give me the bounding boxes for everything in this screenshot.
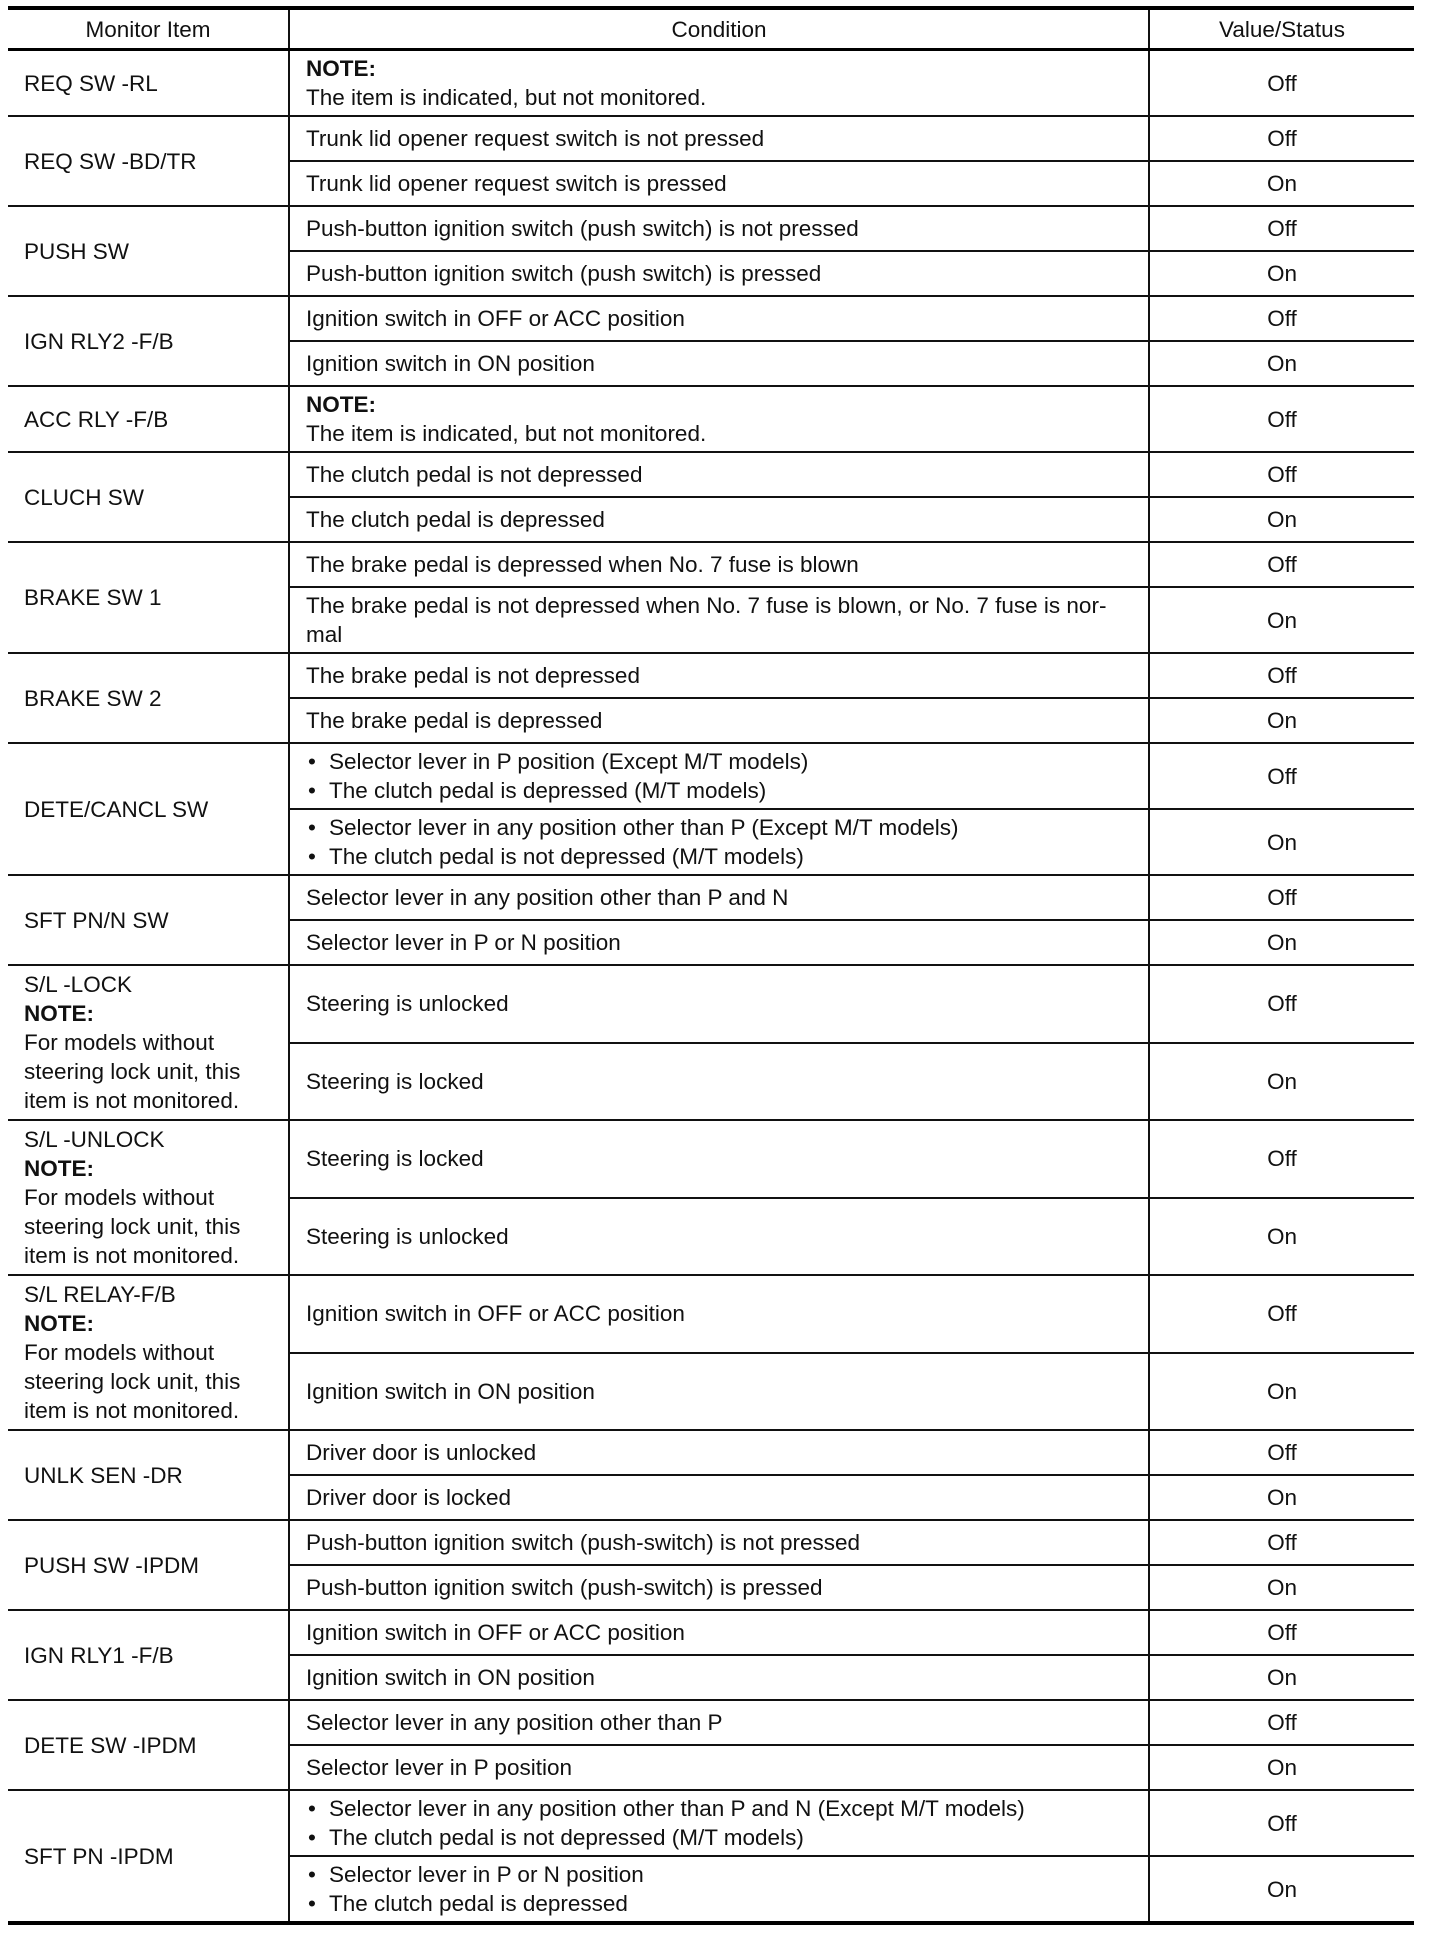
monitor-item-cell: SFT PN/N SW <box>8 875 289 965</box>
table-row <box>8 1520 1414 1565</box>
value-cell: On <box>1149 341 1414 386</box>
value-cell: On <box>1149 1198 1414 1276</box>
monitor-item-cell: DETE SW -IPDM <box>8 1700 289 1790</box>
header-condition: Condition <box>289 8 1149 50</box>
condition-cell: The brake pedal is not depressed <box>289 653 1149 698</box>
table-row <box>8 1700 1414 1745</box>
value-cell: On <box>1149 1043 1414 1121</box>
value-cell: On <box>1149 587 1414 653</box>
bullet-item: • The clutch pedal is not depressed (M/T models) <box>306 842 1132 871</box>
monitor-item-cell: IGN RLY2 -F/B <box>8 296 289 386</box>
bullet-item: • The clutch pedal is not depressed (M/T models) <box>306 1823 1132 1852</box>
condition-cell: Ignition switch in OFF or ACC position <box>289 1610 1149 1655</box>
note-text: For models without steering lock unit, this item is not monitored. <box>24 1185 241 1268</box>
table-row <box>8 1120 1414 1198</box>
value-cell: Off <box>1149 386 1414 452</box>
condition-cell <box>289 809 1149 875</box>
table-row <box>8 542 1414 587</box>
value-cell: On <box>1149 1565 1414 1610</box>
bullet-item: • Selector lever in any position other than P (Except M/T models) <box>306 813 1132 842</box>
condition-text: The item is indicated, but not monitored. <box>306 85 707 110</box>
monitor-item-cell <box>8 965 289 1120</box>
condition-cell <box>289 1790 1149 1856</box>
monitor-item-name: S/L RELAY-F/B <box>24 1282 176 1307</box>
bullet-list <box>306 747 1132 805</box>
bullet-item: • The clutch pedal is depressed (M/T models) <box>306 776 1132 805</box>
table-row <box>8 1430 1414 1475</box>
monitor-item-cell: IGN RLY1 -F/B <box>8 1610 289 1700</box>
value-cell: On <box>1149 1475 1414 1520</box>
table-row <box>8 965 1414 1043</box>
table-row <box>8 206 1414 251</box>
condition-cell: Selector lever in P position <box>289 1745 1149 1790</box>
table-row <box>8 116 1414 161</box>
condition-cell <box>289 743 1149 809</box>
table-row <box>8 1275 1414 1353</box>
note-label: NOTE: <box>24 1001 94 1026</box>
condition-cell: Push-button ignition switch (push switch) is pressed <box>289 251 1149 296</box>
condition-cell: Steering is locked <box>289 1120 1149 1198</box>
table-body <box>8 50 1414 1924</box>
monitor-item-cell: DETE/CANCL SW <box>8 743 289 875</box>
condition-cell: Ignition switch in ON position <box>289 341 1149 386</box>
value-cell: Off <box>1149 875 1414 920</box>
condition-cell: The clutch pedal is depressed <box>289 497 1149 542</box>
value-cell: Off <box>1149 1275 1414 1353</box>
condition-text: The item is indicated, but not monitored. <box>306 421 707 446</box>
condition-cell: Driver door is unlocked <box>289 1430 1149 1475</box>
value-cell: On <box>1149 161 1414 206</box>
condition-cell: Push-button ignition switch (push-switch) is pressed <box>289 1565 1149 1610</box>
condition-cell: Push-button ignition switch (push-switch) is not pressed <box>289 1520 1149 1565</box>
note-label: NOTE: <box>306 392 376 417</box>
monitor-item-name: S/L -UNLOCK <box>24 1127 165 1152</box>
value-cell: On <box>1149 497 1414 542</box>
bullet-list <box>306 1794 1132 1852</box>
table-row <box>8 50 1414 117</box>
condition-cell: The clutch pedal is not depressed <box>289 452 1149 497</box>
value-cell: Off <box>1149 653 1414 698</box>
value-cell: Off <box>1149 1520 1414 1565</box>
note-label: NOTE: <box>306 56 376 81</box>
table-row <box>8 386 1414 452</box>
monitor-item-cell: BRAKE SW 1 <box>8 542 289 653</box>
monitor-item-cell: SFT PN -IPDM <box>8 1790 289 1923</box>
monitor-item-cell: REQ SW -BD/TR <box>8 116 289 206</box>
header-monitor-item: Monitor Item <box>8 8 289 50</box>
monitor-item-name: S/L -LOCK <box>24 972 132 997</box>
value-cell: Off <box>1149 1120 1414 1198</box>
value-cell: On <box>1149 1655 1414 1700</box>
condition-cell: The brake pedal is not depressed when No. 7 fuse is blown, or No. 7 fuse is nor- mal <box>289 587 1149 653</box>
value-cell: On <box>1149 920 1414 965</box>
condition-cell: Steering is unlocked <box>289 965 1149 1043</box>
monitor-item-cell: PUSH SW -IPDM <box>8 1520 289 1610</box>
value-cell: Off <box>1149 1430 1414 1475</box>
table-header <box>8 8 1414 50</box>
value-cell: On <box>1149 1856 1414 1923</box>
value-cell: Off <box>1149 296 1414 341</box>
bullet-item: • Selector lever in P or N position <box>306 1860 1132 1889</box>
condition-cell: Steering is locked <box>289 1043 1149 1121</box>
condition-cell: Ignition switch in OFF or ACC position <box>289 1275 1149 1353</box>
condition-cell: Ignition switch in OFF or ACC position <box>289 296 1149 341</box>
monitor-item-cell: REQ SW -RL <box>8 50 289 117</box>
condition-cell: Selector lever in any position other than P and N <box>289 875 1149 920</box>
table-row <box>8 296 1414 341</box>
condition-cell <box>289 386 1149 452</box>
monitor-item-cell: BRAKE SW 2 <box>8 653 289 743</box>
bullet-list <box>306 1860 1132 1918</box>
condition-cell: Ignition switch in ON position <box>289 1353 1149 1431</box>
bullet-list <box>306 813 1132 871</box>
value-cell: Off <box>1149 542 1414 587</box>
value-cell: Off <box>1149 965 1414 1043</box>
condition-cell <box>289 50 1149 117</box>
condition-cell: The brake pedal is depressed when No. 7 fuse is blown <box>289 542 1149 587</box>
monitor-item-cell <box>8 1275 289 1430</box>
condition-cell <box>289 1856 1149 1923</box>
condition-cell: Steering is unlocked <box>289 1198 1149 1276</box>
monitor-item-cell: PUSH SW <box>8 206 289 296</box>
value-cell: Off <box>1149 743 1414 809</box>
table-row <box>8 1790 1414 1856</box>
note-text: For models without steering lock unit, this item is not monitored. <box>24 1340 241 1423</box>
monitor-item-cell: UNLK SEN -DR <box>8 1430 289 1520</box>
note-text: For models without steering lock unit, this item is not monitored. <box>24 1030 241 1113</box>
monitor-table <box>8 6 1414 1925</box>
monitor-item-cell: CLUCH SW <box>8 452 289 542</box>
condition-cell: The brake pedal is depressed <box>289 698 1149 743</box>
value-cell: On <box>1149 1353 1414 1431</box>
table-row <box>8 452 1414 497</box>
table-row <box>8 653 1414 698</box>
value-cell: On <box>1149 1745 1414 1790</box>
monitor-item-cell: ACC RLY -F/B <box>8 386 289 452</box>
value-cell: Off <box>1149 50 1414 117</box>
value-cell: Off <box>1149 452 1414 497</box>
bullet-item: • Selector lever in any position other than P and N (Except M/T models) <box>306 1794 1132 1823</box>
condition-cell: Push-button ignition switch (push switch) is not pressed <box>289 206 1149 251</box>
header-row <box>8 8 1414 50</box>
header-value-status: Value/Status <box>1149 8 1414 50</box>
table-row <box>8 875 1414 920</box>
monitor-item-cell <box>8 1120 289 1275</box>
value-cell: On <box>1149 698 1414 743</box>
table-row <box>8 743 1414 809</box>
table-row <box>8 1610 1414 1655</box>
value-cell: On <box>1149 251 1414 296</box>
condition-cell: Selector lever in any position other than P <box>289 1700 1149 1745</box>
value-cell: Off <box>1149 116 1414 161</box>
condition-cell: Driver door is locked <box>289 1475 1149 1520</box>
condition-cell: Selector lever in P or N position <box>289 920 1149 965</box>
note-label: NOTE: <box>24 1156 94 1181</box>
value-cell: Off <box>1149 1700 1414 1745</box>
value-cell: On <box>1149 809 1414 875</box>
condition-cell: Ignition switch in ON position <box>289 1655 1149 1700</box>
value-cell: Off <box>1149 206 1414 251</box>
value-cell: Off <box>1149 1610 1414 1655</box>
condition-cell: Trunk lid opener request switch is not pressed <box>289 116 1149 161</box>
note-label: NOTE: <box>24 1311 94 1336</box>
value-cell: Off <box>1149 1790 1414 1856</box>
condition-cell: Trunk lid opener request switch is pressed <box>289 161 1149 206</box>
bullet-item: • The clutch pedal is depressed <box>306 1889 1132 1918</box>
bullet-item: • Selector lever in P position (Except M/T models) <box>306 747 1132 776</box>
